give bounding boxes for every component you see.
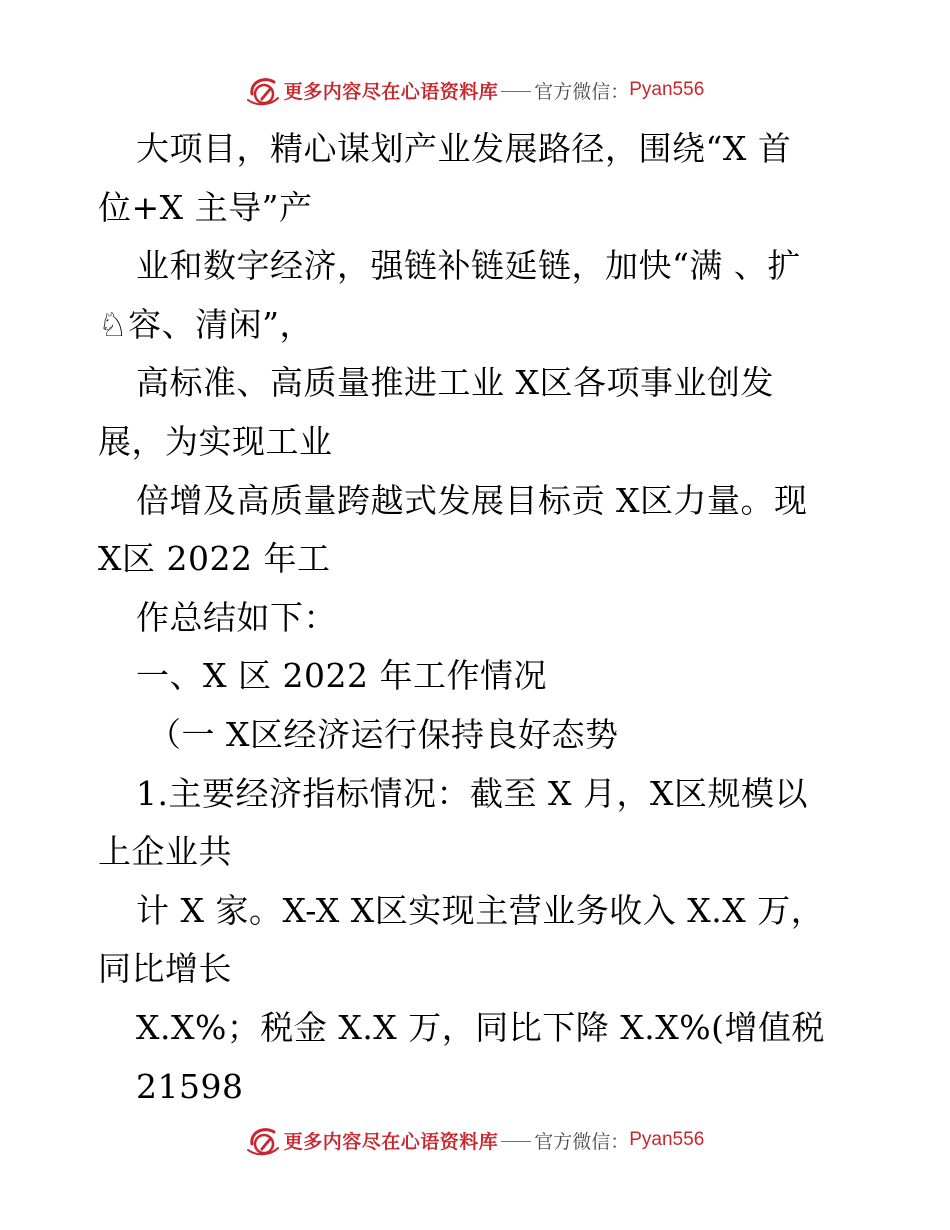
paragraph-line: 1.主要经济指标情况：截至 X 月，X区规模以 (136, 773, 808, 813)
paragraph-line: 业和数字经济，强链补链延链，加快“满 、扩 (136, 246, 801, 286)
section-heading: 一、X 区 2022 年工作情况 (136, 656, 547, 696)
paragraph-line: 上企业共 (98, 832, 232, 872)
pen-swoosh-icon (246, 72, 282, 108)
banner-official-label: 官方微信： (534, 80, 630, 103)
paragraph-line: 作总结如下： (136, 597, 337, 637)
paragraph-line: 计 X 家。X-X X区实现主营业务收入 X.X 万， (136, 890, 825, 930)
banner-wechat-id: Pyan556 (629, 1129, 705, 1150)
paragraph-line: 21598 (136, 1066, 244, 1106)
banner-official-label: 官方微信： (534, 1130, 630, 1153)
document-body (98, 120, 838, 1116)
banner-divider (501, 91, 531, 92)
banner-brand-text: 更多内容尽在心语资料库 (283, 80, 499, 103)
subsection-heading: （一 X区经济运行保持良好态势 (148, 714, 619, 754)
banner-divider (501, 1141, 531, 1142)
paragraph-line: ♘容、清闲”， (98, 304, 313, 344)
paragraph-line: 倍增及高质量跨越式发展目标贡 X区力量。现 (136, 480, 808, 520)
paragraph-line: 高标准、高质量推进工业 X区各项事业创发 (136, 363, 774, 403)
banner-brand-text: 更多内容尽在心语资料库 (283, 1130, 499, 1153)
pen-swoosh-icon (246, 1122, 282, 1158)
paragraph-line: 同比增长 (98, 949, 232, 989)
footer-banner (0, 1118, 950, 1162)
paragraph-line: X.X%；税金 X.X 万，同比下降 X.X%(增值税 (136, 1007, 825, 1047)
paragraph-line: 位+X 主导”产 (98, 187, 313, 227)
paragraph-line: 展，为实现工业 (98, 421, 333, 461)
paragraph-line: 大项目，精心谋划产业发展路径，围绕“X 首 (136, 129, 792, 168)
paragraph-line: X区 2022 年工 (98, 539, 331, 579)
banner-wechat-id: Pyan556 (629, 79, 705, 100)
header-banner (0, 68, 950, 112)
